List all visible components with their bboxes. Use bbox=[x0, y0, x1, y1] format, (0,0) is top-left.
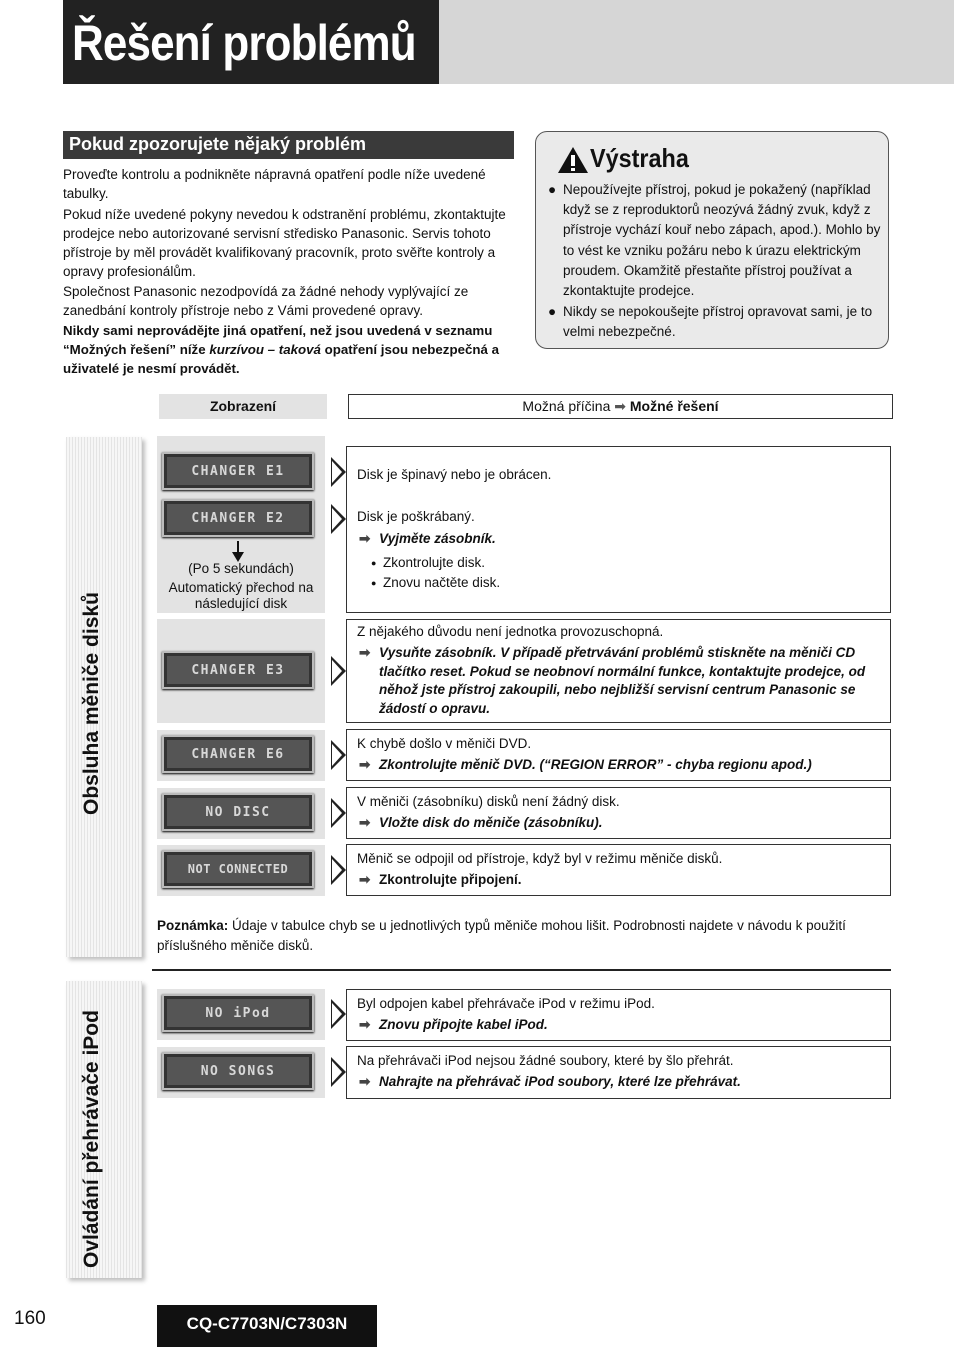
cause-text: Disk je poškrábaný. bbox=[357, 509, 475, 524]
row-arrow-icon bbox=[331, 504, 346, 534]
intro-italic: kurzívou – taková bbox=[209, 342, 321, 357]
intro-bold-a: Nikdy sami neprovádějte jiná opatření, než jsou uvedená v seznamu “Možných řešení” níže bbox=[63, 323, 493, 357]
arrow-icon: ➡ bbox=[359, 815, 371, 830]
lcd-display bbox=[162, 499, 314, 537]
arrow-icon: ➡ bbox=[359, 1074, 371, 1089]
solution-text-content: Nahrajte na přehrávač iPod soubory, které lze přehrávat. bbox=[379, 1074, 741, 1089]
solution-text-content: Vložte disk do měniče (zásobníku). bbox=[379, 815, 603, 830]
page-number: 160 bbox=[14, 1308, 46, 1329]
section-divider bbox=[152, 969, 891, 971]
intro-bold-c: opatření jsou nebezpečná a uživatelé je nesmí provádět. bbox=[63, 342, 499, 376]
arrow-icon: ➡ bbox=[359, 757, 371, 772]
page-title: Řešení problémů bbox=[72, 15, 416, 71]
sub-item-text: Zkontrolujte disk. bbox=[383, 555, 486, 570]
row-arrow-icon bbox=[331, 855, 346, 885]
lcd-text: NO iPod bbox=[205, 1006, 271, 1021]
cause-text: K chybě došlo v měniči DVD. bbox=[357, 736, 532, 751]
sidebar-ipod bbox=[66, 981, 142, 1278]
arrow-icon: ➡ bbox=[359, 872, 371, 887]
note-label: Poznámka: bbox=[157, 918, 229, 933]
bullet-icon: ● bbox=[548, 182, 557, 197]
lcd-text: NO DISC bbox=[205, 805, 271, 820]
cause-text: Na přehrávači iPod nejsou žádné soubory, které by šlo přehrát. bbox=[357, 1053, 734, 1068]
arrow-icon: ➡ bbox=[359, 531, 371, 546]
solution-text-content: Znovu připojte kabel iPod. bbox=[379, 1017, 548, 1032]
solution-text-content: Zkontrolujte měnič DVD. (“REGION ERROR” - chyba regionu apod.) bbox=[379, 757, 812, 772]
model-name: CQ-C7703N/C7303N bbox=[186, 1314, 348, 1333]
sidebar-changer-label: Obsluha měniče disků bbox=[80, 592, 103, 815]
arrow-icon: ➡ bbox=[614, 398, 626, 414]
row-arrow-icon bbox=[331, 1057, 346, 1087]
arrow-icon: ➡ bbox=[359, 1017, 371, 1032]
note-auto-next: Automatický přechod na následující disk bbox=[168, 580, 314, 611]
cause-text: Disk je špinavý nebo je obrácen. bbox=[357, 467, 552, 482]
solution-text bbox=[359, 530, 496, 549]
bullet-icon: ● bbox=[371, 558, 377, 568]
intro-paragraph-3: Společnost Panasonic nezodpovídá za žádné nehody vyplývající ze zanedbání kontroly přístroje nebo z Vámi provedené opravy. bbox=[63, 284, 469, 318]
table-header-solution-label: Možné řešení bbox=[629, 398, 719, 414]
table-header-display-label: Zobrazení bbox=[209, 398, 277, 414]
solution-text bbox=[359, 756, 812, 775]
solution-text-content: Zkontrolujte připojení. bbox=[379, 872, 522, 887]
sidebar-changer bbox=[66, 437, 142, 957]
sub-item-text: Znovu načtěte disk. bbox=[383, 575, 501, 590]
solution-text-content: Vyjměte zásobník. bbox=[379, 531, 496, 546]
lcd-text: CHANGER E3 bbox=[191, 663, 285, 678]
row-arrow-icon bbox=[331, 740, 346, 770]
solution-text bbox=[359, 1016, 548, 1035]
warning-item-2 bbox=[548, 302, 881, 342]
intro-paragraph-4 bbox=[63, 321, 513, 378]
lcd-text: CHANGER E6 bbox=[191, 747, 285, 762]
arrow-icon: ➡ bbox=[359, 645, 371, 660]
sub-item bbox=[371, 554, 486, 572]
note-text: Údaje v tabulce chyb se u jednotlivých typů měniče mohou lišit. Podrobnosti najdete v návodu k použití příslušného měniče disků. bbox=[157, 918, 846, 953]
lcd-text: CHANGER E2 bbox=[191, 511, 285, 526]
row-arrow-icon bbox=[331, 656, 346, 686]
bullet-icon: ● bbox=[371, 578, 377, 588]
lcd-display bbox=[162, 651, 314, 689]
intro-paragraph-1: Proveďte kontrolu a podnikněte nápravná opatření podle níže uvedené tabulky. bbox=[63, 167, 486, 201]
table-header-cause-label: Možná příčina bbox=[522, 398, 611, 414]
table-header-cause bbox=[348, 394, 893, 419]
row-arrow-icon bbox=[331, 457, 346, 487]
row-arrow-icon bbox=[331, 798, 346, 828]
lcd-display bbox=[162, 793, 314, 831]
lcd-display bbox=[162, 1052, 314, 1090]
warning-title: Výstraha bbox=[590, 143, 689, 173]
warning-item-2-text: Nikdy se nepokoušejte přístroj opravovat sami, je to velmi nebezpečné. bbox=[563, 304, 873, 340]
lcd-text: NOT CONNECTED bbox=[187, 862, 289, 876]
model-badge bbox=[157, 1305, 377, 1347]
section-title: Pokud zpozorujete nějaký problém bbox=[69, 134, 367, 154]
cause-text: Byl odpojen kabel přehrávače iPod v režimu iPod. bbox=[357, 996, 655, 1011]
lcd-text: NO SONGS bbox=[200, 1064, 276, 1079]
bullet-icon: ● bbox=[548, 304, 557, 319]
cause-text: Z nějakého důvodu není jednotka provozuschopná. bbox=[357, 624, 664, 639]
solution-text bbox=[359, 814, 603, 833]
warning-item-1 bbox=[548, 180, 881, 301]
lcd-display bbox=[162, 850, 314, 888]
lcd-display bbox=[162, 452, 314, 490]
sidebar-ipod-label: Ovládání přehrávače iPod bbox=[80, 1010, 103, 1268]
solution-text bbox=[359, 1073, 741, 1092]
section-header bbox=[63, 131, 514, 159]
intro-paragraph-2: Pokud níže uvedené pokyny nevedou k odstranění problému, zkontaktujte prodejce nebo autorizované servisní středisko Panasonic. Servis tohoto přístroje by měl provádět kvalifikovaný pracovník, proto svěřte kontroly a opravy profesionálům. bbox=[63, 207, 506, 279]
solution-text-content: Vysuňte zásobník. V případě přetrvávání problémů stiskněte na měniči CD tlačítko reset. Pokud se neobnoví normální funkce, kontaktujte prodejce, od něhož jste přístroj zakoupili, nebo nejbližší servisní centrum Panasonic se žádostí o opravu. bbox=[379, 645, 866, 716]
cause-text: Měnič se odpojil od přístroje, když byl v režimu měniče disků. bbox=[357, 851, 723, 866]
table-note bbox=[157, 916, 887, 956]
lcd-display bbox=[162, 735, 314, 773]
sub-item bbox=[371, 574, 501, 592]
warning-triangle-icon bbox=[557, 146, 589, 174]
warning-item-1-text: Nepoužívejte přístroj, pokud je pokažený (například když se z reproduktorů neozývá žádný zvuk, když z přístroje vychází kouř nebo zápach, apod.). Mohlo by to vést ke vzniku požáru nebo k úrazu elektrickým proudem. Okamžitě přestaňte přístroj používat a zkontaktujte prodejce. bbox=[563, 182, 881, 299]
solution-text bbox=[359, 871, 522, 890]
row-arrow-icon bbox=[331, 999, 346, 1029]
cause-text: V měniči (zásobníku) disků není žádný disk. bbox=[357, 794, 620, 809]
table-header-display bbox=[159, 394, 327, 419]
lcd-text: CHANGER E1 bbox=[191, 464, 285, 479]
note-after-5s: (Po 5 sekundách) bbox=[188, 561, 294, 576]
lcd-display bbox=[162, 994, 314, 1032]
solution-text bbox=[359, 644, 879, 718]
